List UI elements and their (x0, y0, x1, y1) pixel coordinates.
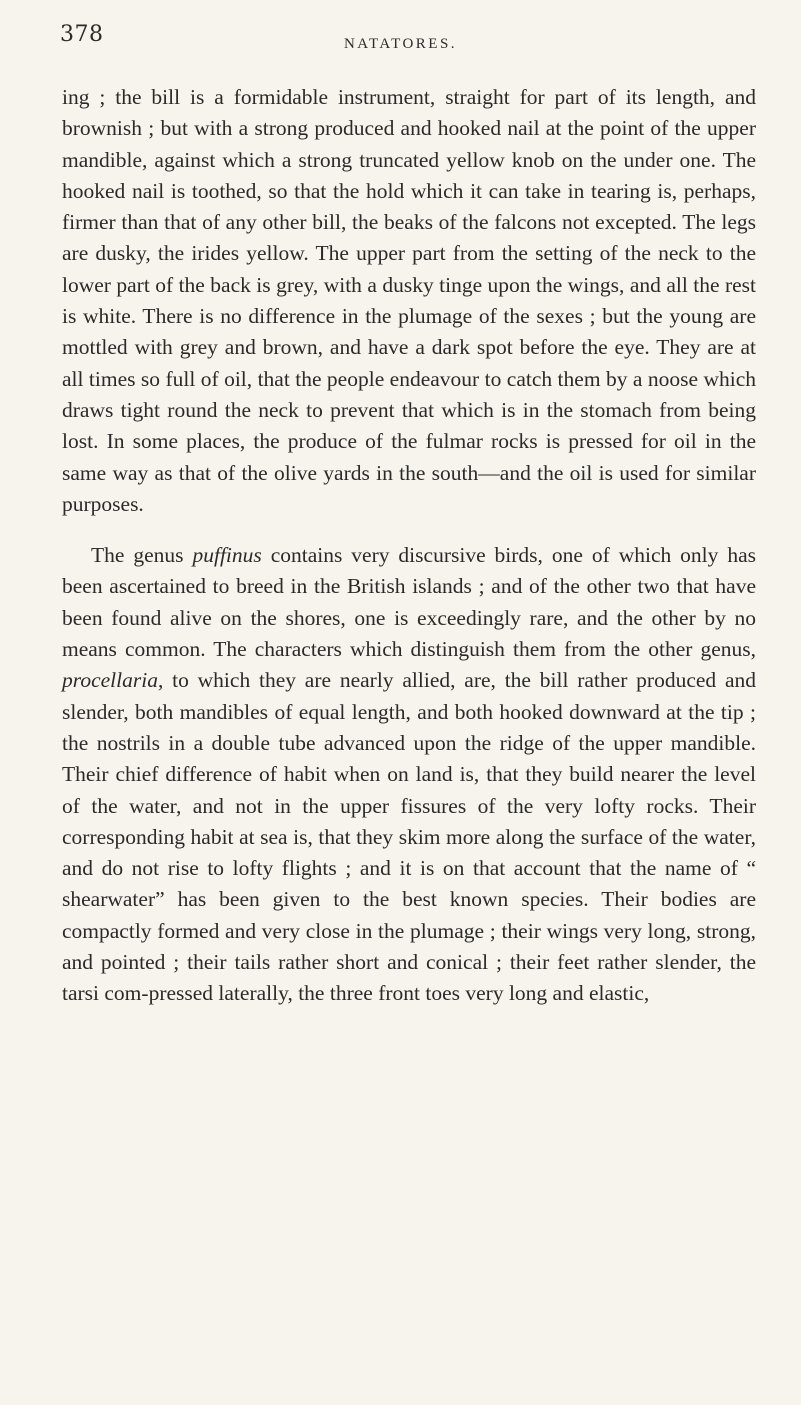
paragraph-fulmar: ing ; the bill is a formidable instrument, straight for part of its length, and brownish ; but with a strong produced and hooked nail at the point of the upper mandible, against which a strong truncated yellow knob on the under one. The hooked nail is toothed, so that the hold which it can take in tearing is, perhaps, firmer than that of any other bill, the beaks of the falcons not excepted. The legs are dusky, the irides yellow. The upper part from the setting of the neck to the lower part of the back is grey, with a dusky tinge upon the wings, and all the rest is white. There is no difference in the plumage of the sexes ; but the young are mottled with grey and brown, and have a dark spot before the eye. They are at all times so full of oil, that the people endeavour to catch them by a noose which draws tight round the neck to prevent that which is in the stomach from being lost. In some places, the produce of the fulmar rocks is pressed for oil in the same way as that of the olive yards in the south—and the oil is used for similar purposes. (62, 85, 756, 516)
page-number: 378 (60, 22, 104, 47)
running-head: NATATORES. (343, 36, 458, 52)
paragraph-puffinus (62, 540, 756, 1009)
genus-name-procellaria: procellaria (62, 668, 158, 693)
body-text (62, 82, 756, 1010)
genus-name-puffinus: puffinus (192, 543, 262, 568)
page-header (60, 22, 741, 62)
paragraph-text: The genus (91, 543, 193, 568)
paragraph-text: contains very discursive birds, one of which only has been ascertained to breed in the British islands ; and of the other two that have been found alive on the shores, one is exceedingly rare, and the other by no means common. The characters which distinguish them from the other genus, (62, 543, 756, 662)
paragraph-text: , to which they are nearly allied, are, the bill rather produced and slender, both mandibles of equal length, and both hooked downward at the tip ; the nostrils in a double tube advanced upon the ridge of the upper mandible. Their chief difference of habit when on land is, that they build nearer the level of the water, and not in the upper fissures of the very lofty rocks. Their corresponding habit at sea is, that they skim more along the surface of the water, and do not rise to lofty flights ; and it is on that account that the name of “ shearwater” has been given to the best known species. Their bodies are compactly formed and very close in the plumage ; their wings very long, strong, and pointed ; their tails rather short and conical ; their feet rather slender, the tarsi com-pressed laterally, the three front toes very long and elastic, (62, 668, 756, 1006)
